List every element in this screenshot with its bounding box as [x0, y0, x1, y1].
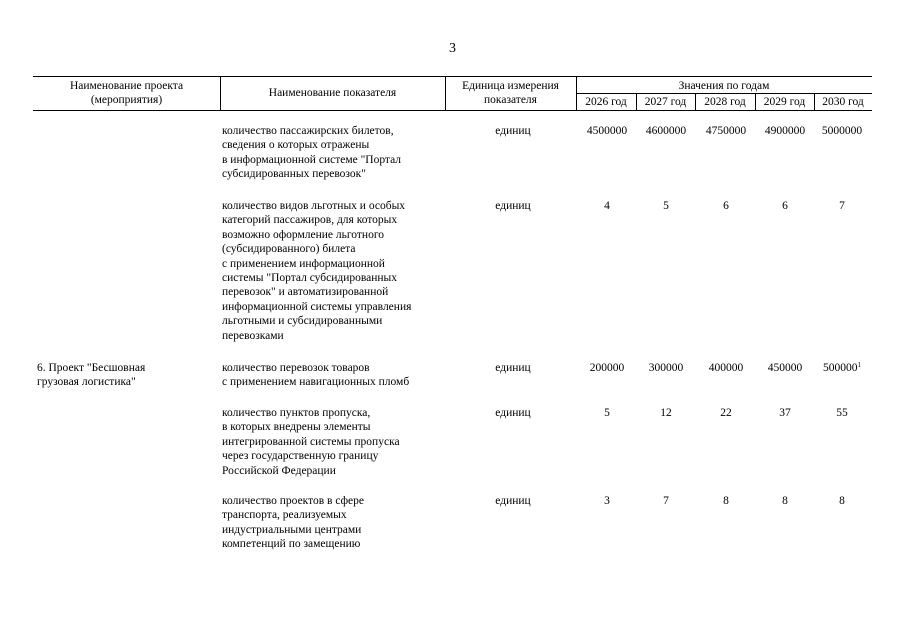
unit-cell: единиц [495, 125, 531, 137]
unit-cell: единиц [495, 495, 531, 507]
value-cell: 300000 [648, 362, 684, 374]
header-unit [445, 79, 576, 107]
value-cell: 4900000 [764, 125, 806, 137]
value-cell: 6 [723, 200, 729, 212]
indicator-line: субсидированных перевозок" [222, 168, 366, 181]
indicator-name [222, 494, 447, 552]
value-cell: 4500000 [586, 125, 628, 137]
indicator-line: в которых внедрены элементы [222, 421, 371, 434]
indicator-line: системы "Портал субсидированных [222, 272, 398, 285]
header-year: 2026 год [585, 96, 627, 108]
indicator-name [222, 199, 447, 343]
indicator-line: Российской Федерации [222, 464, 336, 477]
indicator-line: перевозок" и автоматизированной [222, 286, 389, 299]
value-cell: 6 [782, 200, 788, 212]
value-cell: 4750000 [705, 125, 747, 137]
indicator-name [222, 361, 447, 390]
indicator-line: сведения о которых отражены [222, 139, 370, 152]
value-cell: 8 [839, 495, 845, 507]
value-cell: 5000000 [821, 125, 863, 137]
indicator-line: количество видов льготных и особых [222, 200, 406, 212]
indicator-line: перевозками [222, 329, 284, 342]
header-values: Значения по годам [678, 80, 770, 92]
indicator-line: индустриальными центрами [222, 523, 362, 536]
indicator-name [222, 124, 447, 182]
value-cell: 5 [663, 200, 669, 212]
value-cell: 4 [604, 200, 610, 212]
value-text: 500000 [823, 362, 858, 374]
table-header [33, 76, 872, 111]
value-cell: 8 [723, 495, 729, 507]
value-cell: 12 [660, 407, 672, 419]
header-unit-line: Единица измерения [462, 80, 559, 92]
project-name [37, 361, 207, 390]
indicator-line: с применением навигационных пломб [222, 376, 410, 389]
unit-cell: единиц [495, 362, 531, 374]
years-divider [576, 93, 872, 94]
header-project-line: (мероприятия) [90, 94, 163, 106]
indicator-line: в информационной системе "Портал [222, 153, 402, 166]
value-cell: 7 [839, 200, 845, 212]
unit-cell: единиц [495, 407, 531, 419]
indicator-line: транспорта, реализуемых [222, 509, 347, 522]
value-cell: 450000 [767, 362, 803, 374]
indicator-line: количество перевозок товаров [222, 362, 370, 374]
indicator-line: (субсидированного) билета [222, 243, 356, 256]
indicator-name [222, 406, 447, 478]
indicator-line: количество пассажирских билетов, [222, 125, 394, 137]
header-unit-line: показателя [484, 94, 537, 106]
value-cell: 7 [663, 495, 669, 507]
value-cell: 4600000 [645, 125, 687, 137]
value-cell: 3 [604, 495, 610, 507]
header-year: 2030 год [822, 96, 864, 108]
header-year: 2027 год [644, 96, 687, 108]
indicator-line: возможно оформление льготного [222, 228, 385, 241]
value-cell: 22 [720, 407, 732, 419]
header-year: 2029 год [763, 96, 806, 108]
indicator-line: компетенций по замещению [222, 538, 361, 551]
indicator-line: количество проектов в сфере [222, 495, 364, 507]
indicator-line: льготными и субсидированными [222, 315, 383, 328]
page-number: 3 [449, 41, 456, 56]
project-line: 6. Проект "Бесшовная [37, 362, 146, 374]
value-cell: 37 [779, 407, 791, 419]
value-cell: 400000 [708, 362, 744, 374]
indicator-line: количество пунктов пропуска, [222, 407, 371, 419]
footnote-mark: 1 [857, 361, 861, 369]
indicator-line: категорий пассажиров, для которых [222, 214, 398, 227]
indicator-line: через государственную границу [222, 450, 379, 463]
indicator-line: с применением информационной [222, 257, 385, 270]
value-cell: 8 [782, 495, 788, 507]
indicator-line: интегрированной системы пропуска [222, 435, 400, 448]
header-year: 2028 год [704, 96, 746, 108]
value-cell: 55 [836, 407, 848, 419]
indicator-line: информационной системы управления [222, 300, 412, 313]
unit-cell: единиц [495, 200, 531, 212]
value-cell [813, 361, 871, 375]
value-cell: 5 [604, 407, 610, 419]
header-project-line: Наименование проекта [69, 80, 184, 92]
value-cell: 200000 [589, 362, 625, 374]
project-line: грузовая логистика" [37, 376, 136, 389]
header-indicator: Наименование показателя [268, 87, 397, 99]
header-project [33, 79, 220, 107]
